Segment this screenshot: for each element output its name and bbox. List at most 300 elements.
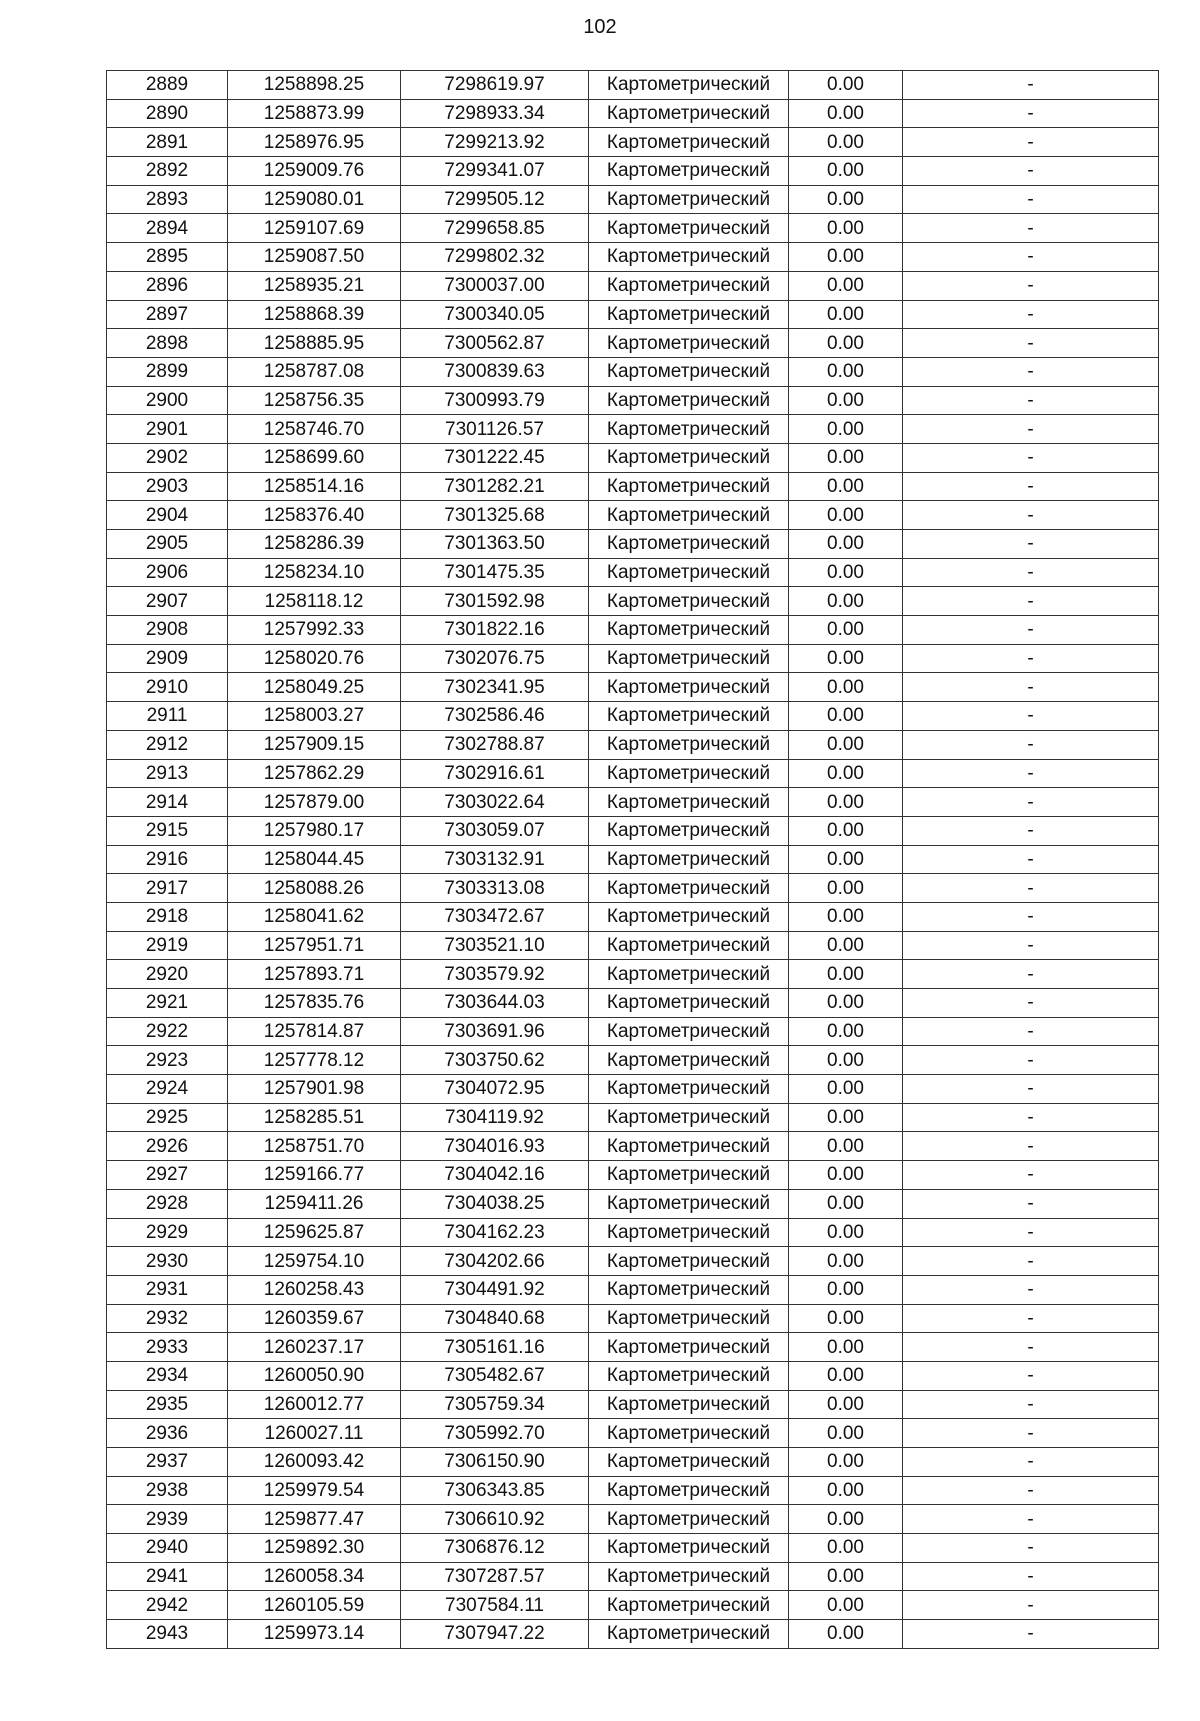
method-cell: Картометрический [589,1017,789,1046]
x-coordinate-cell: 1258746.70 [228,415,401,444]
method-cell: Картометрический [589,1075,789,1104]
y-coordinate-cell: 7303132.91 [401,845,589,874]
table-row [107,1304,1159,1333]
note-cell: - [903,558,1159,587]
note-cell: - [903,271,1159,300]
coordinates-table [106,70,1159,1649]
x-coordinate-cell: 1257778.12 [228,1046,401,1075]
y-coordinate-cell: 7299505.12 [401,185,589,214]
accuracy-cell: 0.00 [789,1390,903,1419]
note-cell: - [903,501,1159,530]
table-row [107,558,1159,587]
method-cell: Картометрический [589,443,789,472]
y-coordinate-cell: 7305161.16 [401,1333,589,1362]
note-cell: - [903,1333,1159,1362]
method-cell: Картометрический [589,1361,789,1390]
method-cell: Картометрический [589,1562,789,1591]
accuracy-cell: 0.00 [789,1591,903,1620]
accuracy-cell: 0.00 [789,702,903,731]
method-cell: Картометрический [589,128,789,157]
x-coordinate-cell: 1258756.35 [228,386,401,415]
y-coordinate-cell: 7303644.03 [401,989,589,1018]
y-coordinate-cell: 7306343.85 [401,1476,589,1505]
x-coordinate-cell: 1258049.25 [228,673,401,702]
x-coordinate-cell: 1257814.87 [228,1017,401,1046]
method-cell: Картометрический [589,472,789,501]
y-coordinate-cell: 7303750.62 [401,1046,589,1075]
y-coordinate-cell: 7303521.10 [401,931,589,960]
x-coordinate-cell: 1257992.33 [228,616,401,645]
y-coordinate-cell: 7298619.97 [401,71,589,100]
x-coordinate-cell: 1260050.90 [228,1361,401,1390]
note-cell: - [903,902,1159,931]
y-coordinate-cell: 7304016.93 [401,1132,589,1161]
y-coordinate-cell: 7303691.96 [401,1017,589,1046]
table-row [107,271,1159,300]
accuracy-cell: 0.00 [789,243,903,272]
x-coordinate-cell: 1257879.00 [228,788,401,817]
x-coordinate-cell: 1260058.34 [228,1562,401,1591]
table-row [107,1161,1159,1190]
note-cell: - [903,730,1159,759]
y-coordinate-cell: 7303022.64 [401,788,589,817]
note-cell: - [903,1247,1159,1276]
method-cell: Картометрический [589,1419,789,1448]
table-row [107,1046,1159,1075]
point-number-cell: 2934 [107,1361,228,1390]
point-number-cell: 2905 [107,530,228,559]
point-number-cell: 2923 [107,1046,228,1075]
method-cell: Картометрический [589,1476,789,1505]
y-coordinate-cell: 7301325.68 [401,501,589,530]
point-number-cell: 2924 [107,1075,228,1104]
point-number-cell: 2904 [107,501,228,530]
point-number-cell: 2938 [107,1476,228,1505]
y-coordinate-cell: 7300993.79 [401,386,589,415]
accuracy-cell: 0.00 [789,816,903,845]
y-coordinate-cell: 7305759.34 [401,1390,589,1419]
point-number-cell: 2891 [107,128,228,157]
y-coordinate-cell: 7299658.85 [401,214,589,243]
method-cell: Картометрический [589,874,789,903]
y-coordinate-cell: 7304119.92 [401,1103,589,1132]
note-cell: - [903,1161,1159,1190]
note-cell: - [903,443,1159,472]
point-number-cell: 2927 [107,1161,228,1190]
note-cell: - [903,530,1159,559]
x-coordinate-cell: 1258286.39 [228,530,401,559]
x-coordinate-cell: 1258976.95 [228,128,401,157]
table-row [107,1132,1159,1161]
method-cell: Картометрический [589,616,789,645]
y-coordinate-cell: 7301222.45 [401,443,589,472]
table-row [107,1620,1159,1649]
accuracy-cell: 0.00 [789,1218,903,1247]
accuracy-cell: 0.00 [789,357,903,386]
note-cell: - [903,960,1159,989]
note-cell: - [903,99,1159,128]
point-number-cell: 2921 [107,989,228,1018]
y-coordinate-cell: 7305482.67 [401,1361,589,1390]
method-cell: Картометрический [589,1247,789,1276]
table-row [107,1017,1159,1046]
x-coordinate-cell: 1259892.30 [228,1534,401,1563]
note-cell: - [903,214,1159,243]
note-cell: - [903,1476,1159,1505]
x-coordinate-cell: 1258041.62 [228,902,401,931]
point-number-cell: 2928 [107,1189,228,1218]
method-cell: Картометрический [589,214,789,243]
accuracy-cell: 0.00 [789,960,903,989]
x-coordinate-cell: 1258751.70 [228,1132,401,1161]
table-row [107,874,1159,903]
method-cell: Картометрический [589,271,789,300]
y-coordinate-cell: 7301126.57 [401,415,589,444]
method-cell: Картометрический [589,1218,789,1247]
x-coordinate-cell: 1260359.67 [228,1304,401,1333]
y-coordinate-cell: 7301822.16 [401,616,589,645]
y-coordinate-cell: 7303579.92 [401,960,589,989]
accuracy-cell: 0.00 [789,415,903,444]
note-cell: - [903,673,1159,702]
point-number-cell: 2929 [107,1218,228,1247]
x-coordinate-cell: 1258118.12 [228,587,401,616]
accuracy-cell: 0.00 [789,1505,903,1534]
point-number-cell: 2910 [107,673,228,702]
accuracy-cell: 0.00 [789,644,903,673]
point-number-cell: 2942 [107,1591,228,1620]
method-cell: Картометрический [589,1132,789,1161]
table-row [107,1448,1159,1477]
accuracy-cell: 0.00 [789,1046,903,1075]
y-coordinate-cell: 7302916.61 [401,759,589,788]
accuracy-cell: 0.00 [789,128,903,157]
y-coordinate-cell: 7304042.16 [401,1161,589,1190]
table-row [107,185,1159,214]
table-row [107,300,1159,329]
accuracy-cell: 0.00 [789,1275,903,1304]
table-row [107,357,1159,386]
point-number-cell: 2895 [107,243,228,272]
point-number-cell: 2893 [107,185,228,214]
x-coordinate-cell: 1259625.87 [228,1218,401,1247]
accuracy-cell: 0.00 [789,157,903,186]
table-row [107,1390,1159,1419]
table-row [107,214,1159,243]
note-cell: - [903,1218,1159,1247]
point-number-cell: 2943 [107,1620,228,1649]
note-cell: - [903,931,1159,960]
x-coordinate-cell: 1257893.71 [228,960,401,989]
note-cell: - [903,386,1159,415]
y-coordinate-cell: 7301282.21 [401,472,589,501]
point-number-cell: 2917 [107,874,228,903]
x-coordinate-cell: 1260105.59 [228,1591,401,1620]
point-number-cell: 2909 [107,644,228,673]
table-row [107,443,1159,472]
method-cell: Картометрический [589,71,789,100]
method-cell: Картометрический [589,1189,789,1218]
method-cell: Картометрический [589,1390,789,1419]
table-row [107,702,1159,731]
table-row [107,1419,1159,1448]
accuracy-cell: 0.00 [789,271,903,300]
method-cell: Картометрический [589,1534,789,1563]
method-cell: Картометрический [589,702,789,731]
table-row [107,1103,1159,1132]
table-row [107,587,1159,616]
method-cell: Картометрический [589,759,789,788]
table-row [107,1075,1159,1104]
accuracy-cell: 0.00 [789,386,903,415]
method-cell: Картометрический [589,989,789,1018]
x-coordinate-cell: 1260258.43 [228,1275,401,1304]
x-coordinate-cell: 1259754.10 [228,1247,401,1276]
note-cell: - [903,300,1159,329]
method-cell: Картометрический [589,1591,789,1620]
method-cell: Картометрический [589,558,789,587]
note-cell: - [903,1534,1159,1563]
note-cell: - [903,157,1159,186]
method-cell: Картометрический [589,329,789,358]
method-cell: Картометрический [589,243,789,272]
accuracy-cell: 0.00 [789,472,903,501]
accuracy-cell: 0.00 [789,300,903,329]
accuracy-cell: 0.00 [789,1361,903,1390]
accuracy-cell: 0.00 [789,1103,903,1132]
table-row [107,99,1159,128]
accuracy-cell: 0.00 [789,1562,903,1591]
point-number-cell: 2906 [107,558,228,587]
note-cell: - [903,357,1159,386]
method-cell: Картометрический [589,386,789,415]
point-number-cell: 2915 [107,816,228,845]
point-number-cell: 2889 [107,71,228,100]
table-row [107,788,1159,817]
method-cell: Картометрический [589,1333,789,1362]
x-coordinate-cell: 1257909.15 [228,730,401,759]
point-number-cell: 2937 [107,1448,228,1477]
accuracy-cell: 0.00 [789,1419,903,1448]
accuracy-cell: 0.00 [789,616,903,645]
method-cell: Картометрический [589,300,789,329]
accuracy-cell: 0.00 [789,1017,903,1046]
point-number-cell: 2936 [107,1419,228,1448]
table-row [107,1218,1159,1247]
note-cell: - [903,329,1159,358]
method-cell: Картометрический [589,587,789,616]
x-coordinate-cell: 1259411.26 [228,1189,401,1218]
note-cell: - [903,185,1159,214]
method-cell: Картометрический [589,644,789,673]
note-cell: - [903,71,1159,100]
accuracy-cell: 0.00 [789,1620,903,1649]
y-coordinate-cell: 7306876.12 [401,1534,589,1563]
x-coordinate-cell: 1257901.98 [228,1075,401,1104]
x-coordinate-cell: 1258376.40 [228,501,401,530]
page-number: 102 [583,16,617,38]
y-coordinate-cell: 7304162.23 [401,1218,589,1247]
x-coordinate-cell: 1259166.77 [228,1161,401,1190]
point-number-cell: 2902 [107,443,228,472]
point-number-cell: 2922 [107,1017,228,1046]
note-cell: - [903,874,1159,903]
point-number-cell: 2898 [107,329,228,358]
y-coordinate-cell: 7306150.90 [401,1448,589,1477]
y-coordinate-cell: 7300037.00 [401,271,589,300]
table-body [107,71,1159,1649]
x-coordinate-cell: 1258935.21 [228,271,401,300]
note-cell: - [903,1103,1159,1132]
table-row [107,329,1159,358]
table-row [107,472,1159,501]
point-number-cell: 2930 [107,1247,228,1276]
note-cell: - [903,1075,1159,1104]
note-cell: - [903,1017,1159,1046]
point-number-cell: 2901 [107,415,228,444]
note-cell: - [903,1046,1159,1075]
y-coordinate-cell: 7304491.92 [401,1275,589,1304]
point-number-cell: 2894 [107,214,228,243]
method-cell: Картометрический [589,1620,789,1649]
x-coordinate-cell: 1258699.60 [228,443,401,472]
accuracy-cell: 0.00 [789,989,903,1018]
y-coordinate-cell: 7304038.25 [401,1189,589,1218]
table-row [107,1275,1159,1304]
y-coordinate-cell: 7302341.95 [401,673,589,702]
method-cell: Картометрический [589,902,789,931]
table-row [107,1333,1159,1362]
accuracy-cell: 0.00 [789,1304,903,1333]
x-coordinate-cell: 1259877.47 [228,1505,401,1534]
point-number-cell: 2926 [107,1132,228,1161]
table-row [107,1476,1159,1505]
method-cell: Картометрический [589,99,789,128]
x-coordinate-cell: 1259087.50 [228,243,401,272]
note-cell: - [903,1448,1159,1477]
point-number-cell: 2941 [107,1562,228,1591]
note-cell: - [903,1275,1159,1304]
method-cell: Картометрический [589,185,789,214]
accuracy-cell: 0.00 [789,1189,903,1218]
accuracy-cell: 0.00 [789,845,903,874]
note-cell: - [903,816,1159,845]
table-row [107,128,1159,157]
x-coordinate-cell: 1258285.51 [228,1103,401,1132]
method-cell: Картометрический [589,530,789,559]
accuracy-cell: 0.00 [789,329,903,358]
x-coordinate-cell: 1258787.08 [228,357,401,386]
y-coordinate-cell: 7303313.08 [401,874,589,903]
x-coordinate-cell: 1260027.11 [228,1419,401,1448]
x-coordinate-cell: 1259009.76 [228,157,401,186]
y-coordinate-cell: 7306610.92 [401,1505,589,1534]
x-coordinate-cell: 1259973.14 [228,1620,401,1649]
x-coordinate-cell: 1259979.54 [228,1476,401,1505]
point-number-cell: 2890 [107,99,228,128]
method-cell: Картометрический [589,1304,789,1333]
accuracy-cell: 0.00 [789,1534,903,1563]
note-cell: - [903,1304,1159,1333]
note-cell: - [903,1132,1159,1161]
x-coordinate-cell: 1258088.26 [228,874,401,903]
method-cell: Картометрический [589,673,789,702]
note-cell: - [903,415,1159,444]
note-cell: - [903,1591,1159,1620]
point-number-cell: 2914 [107,788,228,817]
point-number-cell: 2899 [107,357,228,386]
y-coordinate-cell: 7307287.57 [401,1562,589,1591]
note-cell: - [903,845,1159,874]
table-row [107,415,1159,444]
x-coordinate-cell: 1260237.17 [228,1333,401,1362]
method-cell: Картометрический [589,501,789,530]
table-row [107,71,1159,100]
note-cell: - [903,616,1159,645]
table-row [107,902,1159,931]
accuracy-cell: 0.00 [789,587,903,616]
y-coordinate-cell: 7301475.35 [401,558,589,587]
accuracy-cell: 0.00 [789,1476,903,1505]
table-row [107,845,1159,874]
point-number-cell: 2918 [107,902,228,931]
note-cell: - [903,243,1159,272]
accuracy-cell: 0.00 [789,1333,903,1362]
point-number-cell: 2925 [107,1103,228,1132]
method-cell: Картометрический [589,1448,789,1477]
point-number-cell: 2913 [107,759,228,788]
point-number-cell: 2892 [107,157,228,186]
method-cell: Картометрический [589,1275,789,1304]
x-coordinate-cell: 1257951.71 [228,931,401,960]
table-row [107,644,1159,673]
accuracy-cell: 0.00 [789,1075,903,1104]
accuracy-cell: 0.00 [789,788,903,817]
x-coordinate-cell: 1260093.42 [228,1448,401,1477]
accuracy-cell: 0.00 [789,99,903,128]
note-cell: - [903,128,1159,157]
note-cell: - [903,1390,1159,1419]
point-number-cell: 2920 [107,960,228,989]
y-coordinate-cell: 7300839.63 [401,357,589,386]
method-cell: Картометрический [589,357,789,386]
note-cell: - [903,1620,1159,1649]
note-cell: - [903,1189,1159,1218]
table-row [107,730,1159,759]
note-cell: - [903,702,1159,731]
accuracy-cell: 0.00 [789,530,903,559]
accuracy-cell: 0.00 [789,931,903,960]
note-cell: - [903,587,1159,616]
table-row [107,1562,1159,1591]
accuracy-cell: 0.00 [789,902,903,931]
point-number-cell: 2897 [107,300,228,329]
y-coordinate-cell: 7305992.70 [401,1419,589,1448]
y-coordinate-cell: 7300340.05 [401,300,589,329]
accuracy-cell: 0.00 [789,71,903,100]
method-cell: Картометрический [589,960,789,989]
table-row [107,989,1159,1018]
y-coordinate-cell: 7300562.87 [401,329,589,358]
x-coordinate-cell: 1260012.77 [228,1390,401,1419]
point-number-cell: 2919 [107,931,228,960]
y-coordinate-cell: 7301363.50 [401,530,589,559]
accuracy-cell: 0.00 [789,673,903,702]
table-row [107,759,1159,788]
y-coordinate-cell: 7298933.34 [401,99,589,128]
method-cell: Картометрический [589,157,789,186]
table-row [107,1361,1159,1390]
